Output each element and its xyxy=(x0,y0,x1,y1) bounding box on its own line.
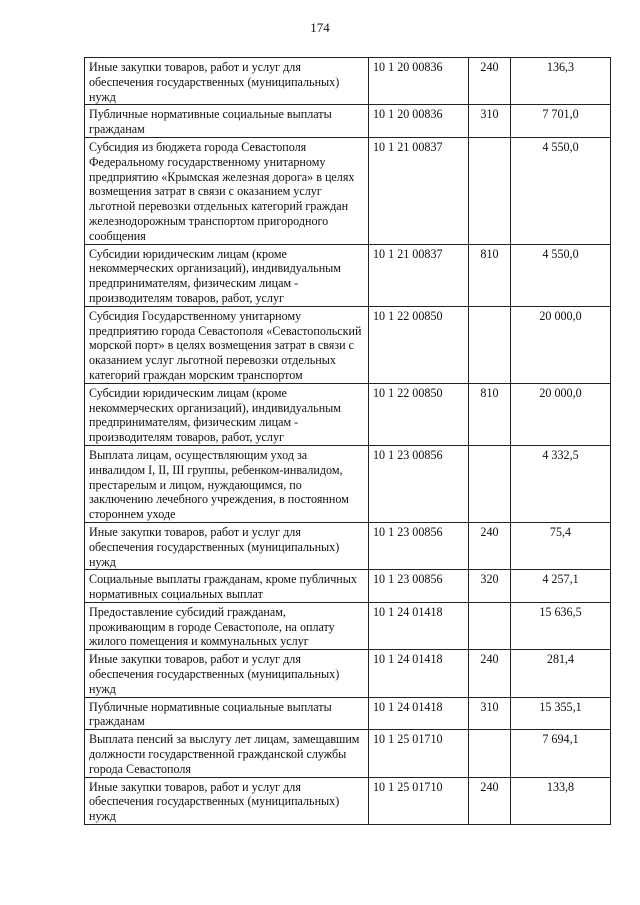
row-sum: 4 257,1 xyxy=(511,570,611,603)
row-name: Социальные выплаты гражданам, кроме публичных нормативных социальных выплат xyxy=(85,570,369,603)
row-code: 10 1 22 00850 xyxy=(369,383,469,445)
row-expense-type: 240 xyxy=(469,650,511,697)
table-row xyxy=(85,777,611,824)
table-row xyxy=(85,137,611,244)
row-expense-type xyxy=(469,137,511,244)
table-row xyxy=(85,697,611,730)
row-code: 10 1 25 01710 xyxy=(369,777,469,824)
row-name: Публичные нормативные социальные выплаты гражданам xyxy=(85,697,369,730)
row-name: Иные закупки товаров, работ и услуг для обеспечения государственных (муниципальных) нужд xyxy=(85,522,369,569)
row-code: 10 1 22 00850 xyxy=(369,306,469,383)
row-name: Субсидия Государственному унитарному предприятию города Севастополя «Севастопольский морской порт» в целях возмещения затрат в связи с оказанием услуг льготной перевозки отдельных категорий граждан морским транспортом xyxy=(85,306,369,383)
table-row xyxy=(85,58,611,105)
row-sum: 15 355,1 xyxy=(511,697,611,730)
budget-table xyxy=(84,57,611,825)
table-row xyxy=(85,244,611,306)
row-name: Предоставление субсидий гражданам, проживающим в городе Севастополе, на оплату жилого помещения и коммунальных услуг xyxy=(85,602,369,649)
row-code: 10 1 20 00836 xyxy=(369,105,469,138)
table-row xyxy=(85,383,611,445)
row-expense-type xyxy=(469,730,511,777)
row-sum: 20 000,0 xyxy=(511,306,611,383)
table-row xyxy=(85,650,611,697)
table-row xyxy=(85,570,611,603)
row-expense-type: 320 xyxy=(469,570,511,603)
row-sum: 136,3 xyxy=(511,58,611,105)
row-expense-type xyxy=(469,445,511,522)
row-expense-type xyxy=(469,602,511,649)
row-expense-type xyxy=(469,306,511,383)
row-code: 10 1 24 01418 xyxy=(369,650,469,697)
row-code: 10 1 23 00856 xyxy=(369,445,469,522)
table-row xyxy=(85,445,611,522)
row-name: Выплата пенсий за выслугу лет лицам, замещавшим должности государственной гражданской службы города Севастополя xyxy=(85,730,369,777)
row-sum: 4 550,0 xyxy=(511,137,611,244)
page-number: 174 xyxy=(310,20,330,35)
row-code: 10 1 23 00856 xyxy=(369,522,469,569)
row-sum: 75,4 xyxy=(511,522,611,569)
row-code: 10 1 21 00837 xyxy=(369,137,469,244)
row-name: Субсидии юридическим лицам (кроме некоммерческих организаций), индивидуальным предпринимателям, физическим лицам - производителям товаров, работ, услуг xyxy=(85,383,369,445)
table-row xyxy=(85,105,611,138)
row-name: Выплата лицам, осуществляющим уход за инвалидом I, II, III группы, ребенком-инвалидом, престарелым и лицом, нуждающимся, по заключению лечебного учреждения, в постоянном стороннем уходе xyxy=(85,445,369,522)
row-sum: 15 636,5 xyxy=(511,602,611,649)
row-name: Иные закупки товаров, работ и услуг для обеспечения государственных (муниципальных) нужд xyxy=(85,777,369,824)
row-sum: 4 550,0 xyxy=(511,244,611,306)
row-expense-type: 240 xyxy=(469,777,511,824)
row-sum: 7 694,1 xyxy=(511,730,611,777)
row-name: Иные закупки товаров, работ и услуг для обеспечения государственных (муниципальных) нужд xyxy=(85,58,369,105)
budget-table-body xyxy=(85,58,611,825)
row-expense-type: 810 xyxy=(469,383,511,445)
row-sum: 4 332,5 xyxy=(511,445,611,522)
row-expense-type: 810 xyxy=(469,244,511,306)
row-expense-type: 240 xyxy=(469,522,511,569)
row-code: 10 1 21 00837 xyxy=(369,244,469,306)
row-expense-type: 240 xyxy=(469,58,511,105)
row-code: 10 1 24 01418 xyxy=(369,602,469,649)
table-row xyxy=(85,522,611,569)
row-sum: 133,8 xyxy=(511,777,611,824)
table-row xyxy=(85,306,611,383)
row-code: 10 1 24 01418 xyxy=(369,697,469,730)
row-code: 10 1 25 01710 xyxy=(369,730,469,777)
row-code: 10 1 20 00836 xyxy=(369,58,469,105)
row-expense-type: 310 xyxy=(469,105,511,138)
row-name: Иные закупки товаров, работ и услуг для обеспечения государственных (муниципальных) нужд xyxy=(85,650,369,697)
row-name: Субсидия из бюджета города Севастополя Федеральному государственному унитарному предприятию «Крымская железная дорога» в целях возмещения затрат в связи с оказанием услуг льготной перевозки отдельных категорий граждан железнодорожным транспортом пригородного сообщения xyxy=(85,137,369,244)
row-sum: 20 000,0 xyxy=(511,383,611,445)
row-name: Публичные нормативные социальные выплаты гражданам xyxy=(85,105,369,138)
row-name: Субсидии юридическим лицам (кроме некоммерческих организаций), индивидуальным предпринимателям, физическим лицам - производителям товаров, работ, услуг xyxy=(85,244,369,306)
table-row xyxy=(85,730,611,777)
row-expense-type: 310 xyxy=(469,697,511,730)
row-code: 10 1 23 00856 xyxy=(369,570,469,603)
row-sum: 7 701,0 xyxy=(511,105,611,138)
row-sum: 281,4 xyxy=(511,650,611,697)
table-row xyxy=(85,602,611,649)
